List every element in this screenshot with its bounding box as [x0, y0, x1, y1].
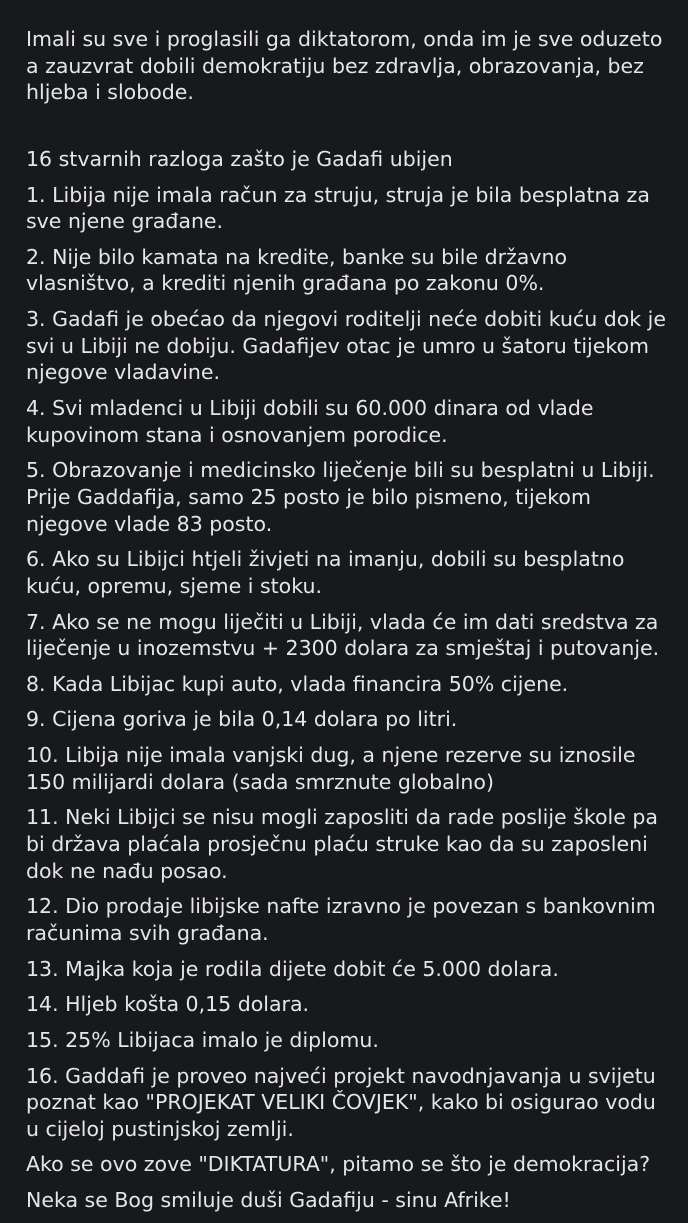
intro-paragraph: Imali su sve i proglasili ga diktatorom, onda im je sve oduzeto a zauzvrat dobili demokratiju bez zdravlja, obrazovanja, bez hljeba i slobode. [26, 27, 663, 105]
post-text [26, 26, 666, 1223]
reason-item: 3. Gadafi je obećao da njegovi roditelji neće dobiti kuću dok je svi u Libiji ne dobiju. Gadafijev otac je umro u šatoru tijekom njegove vladavine. [26, 307, 666, 385]
list-heading: 16 stvarnih razloga zašto je Gadafi ubijen [26, 146, 453, 171]
reason-item: 14. Hljeb košta 0,15 dolara. [26, 992, 310, 1017]
reason-item: 7. Ako se ne mogu liječiti u Libiji, vlada će im dati sredstva za liječenje u inozemstvu + 2300 dolara za smještaj i putovanje. [26, 609, 660, 661]
reason-item: 11. Neki Libijci se nisu mogli zaposliti da rade poslije škole pa bi država plaćala prosječnu plaću struke kao da su zaposleni dok ne nađu posao. [26, 805, 658, 883]
closing-question: Ako se ovo zove "DIKTATURA", pitamo se što je demokracija? [26, 1152, 651, 1177]
reason-item: 9. Cijena goriva je bila 0,14 dolara po litri. [26, 707, 458, 732]
closing-blessing: Neka se Bog smiluje duši Gadafiju - sinu Afrike! [26, 1188, 511, 1213]
reason-item: 15. 25% Libijaca imalo je diplomu. [26, 1027, 379, 1052]
reason-item: 10. Libija nije imala vanjski dug, a njene rezerve su iznosile 150 milijardi dolara (sada smrznute globalno) [26, 743, 636, 794]
reason-item: 1. Libija nije imala račun za struju, struja je bila besplatna za sve njene građane. [26, 182, 650, 234]
reason-item: 16. Gaddafi je proveo najveći projekt navodnjavanja u svijetu poznat kao "PROJEKAT VELIKI ČOVJEK", kako bi osigurao vodu u cijeloj pustinjskoj zemlji. [26, 1063, 656, 1141]
reason-item: 4. Svi mladenci u Libiji dobili su 60.000 dinara od vlade kupovinom stana i osnovanjem porodice. [26, 396, 594, 447]
reason-item: 2. Nije bilo kamata na kredite, banke su bile državno vlasništvo, a krediti njenih građana po zakonu 0%. [26, 244, 568, 296]
reason-item: 13. Majka koja je rodila dijete dobit će 5.000 dolara. [26, 956, 559, 981]
reason-item: 6. Ako su Libijci htjeli živjeti na imanju, dobili su besplatno kuću, opremu, sjeme i stoku. [26, 547, 625, 598]
reason-item: 5. Obrazovanje i medicinsko liječenje bili su besplatni u Libiji. Prije Gaddafija, samo 25 posto je bilo pismeno, tijekom njegove vlade 83 posto. [26, 458, 655, 536]
reason-item: 12. Dio prodaje libijske nafte izravno je povezan s bankovnim računima svih građana. [26, 894, 656, 945]
reason-item: 8. Kada Libijac kupi auto, vlada financira 50% cijene. [26, 671, 569, 696]
